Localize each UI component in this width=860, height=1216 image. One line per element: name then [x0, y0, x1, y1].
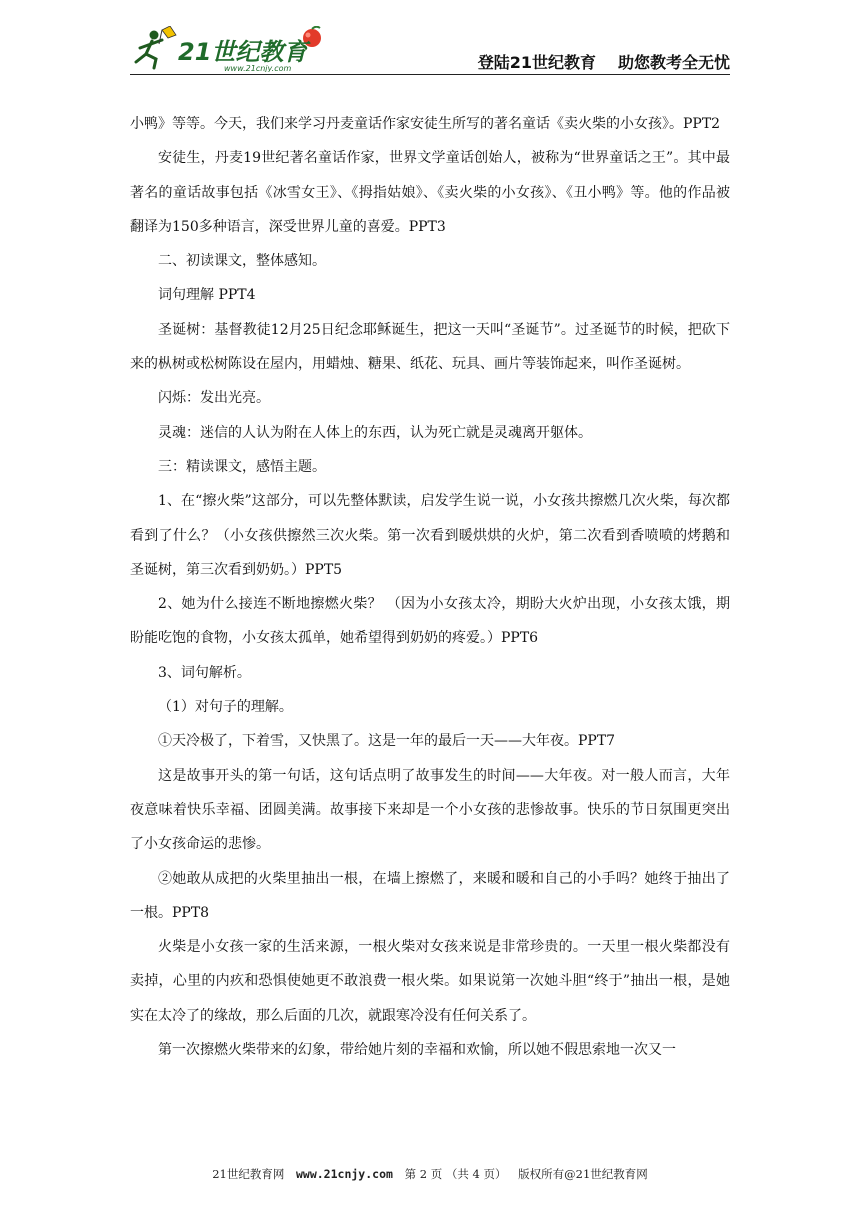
logo — [132, 26, 332, 72]
logo-url: www.21cnjy.com — [224, 64, 292, 72]
paragraph: （1）对句子的理解。 — [158, 699, 293, 716]
paragraph: 火柴是小女孩一家的生活来源，一根火柴对女孩来说是非常珍贵的。一天里一根火柴都没有卖掉，心里的内疚和恐惧使她更不敢浪费一根火柴。如果说第一次她斗胆“终于”抽出一根，是她实在太冷了的缘故，那么后面的几次，就跟寒冷没有任何关系了。 — [130, 939, 730, 1024]
header-title-left: 登陆21世纪教育 — [477, 53, 596, 72]
section-heading: 二、初读课文，整体感知。 — [158, 253, 326, 270]
paragraph: 词句理解 PPT4 — [158, 287, 256, 304]
paragraph: 圣诞树：基督教徒12月25日纪念耶稣诞生，把这一天叫“圣诞节”。过圣诞节的时候，把砍下来的枞树或松树陈设在屋内，用蜡烛、糖果、纸花、玩具、画片等装饰起来，叫作圣诞树。 — [130, 321, 730, 373]
paragraph: 3、词句解析。 — [158, 664, 251, 681]
section-heading: 三：精读课文，感悟主题。 — [158, 458, 326, 475]
footer-site-url[interactable]: www.21cnjy.com — [295, 1167, 393, 1181]
paragraph: 这是故事开头的第一句话，这句话点明了故事发生的时间——大年夜。对一般人而言，大年夜意味着快乐幸福、团圆美满。故事接下来却是一个小女孩的悲惨故事。快乐的节日氛围更突出了小女孩命运的悲惨。 — [130, 767, 730, 853]
paragraph: ②她敢从成把的火柴里抽出一根，在墙上擦燃了，来暖和暖和自己的小手吗？她终于抽出了一根。PPT8 — [130, 870, 730, 921]
footer-page-info: 第 2 页 （共 4 页） — [404, 1167, 507, 1181]
footer-copyright: 版权所有@21世纪教育网 — [518, 1167, 648, 1181]
paragraph: ①天冷极了，下着雪，又快黑了。这是一年的最后一天——大年夜。PPT7 — [158, 733, 616, 750]
paragraph: 灵魂：迷信的人认为附在人体上的东西，认为死亡就是灵魂离开躯体。 — [158, 424, 592, 441]
header-title-right: 助您教考全无忧 — [617, 53, 730, 72]
page-header — [130, 22, 730, 78]
paragraph: 闪烁：发出光亮。 — [158, 390, 270, 407]
header-slogan — [478, 50, 730, 73]
footer-site-name: 21世纪教育网 — [212, 1167, 285, 1181]
document-body — [130, 107, 730, 1067]
paragraph: 第一次擦燃火柴带来的幻象，带给她片刻的幸福和欢愉，所以她不假思索地一次又一 — [158, 1042, 676, 1059]
page-footer — [0, 1166, 860, 1182]
header-divider — [130, 74, 730, 75]
logo-text: 21世纪教育 — [178, 38, 308, 66]
paragraph: 安徒生，丹麦19世纪著名童话作家，世界文学童话创始人，被称为“世界童话之王”。其中最著名的童话故事包括《冰雪女王》、《拇指姑娘》、《卖火柴的小女孩》、《丑小鸭》等。他的作品被翻译为150多种语言，深受世界儿童的喜爱。PPT3 — [130, 150, 730, 235]
paragraph: 2、她为什么接连不断地擦燃火柴？ （因为小女孩太冷，期盼大火炉出现，小女孩太饿，期盼能吃饱的食物，小女孩太孤单，她希望得到奶奶的疼爱。）PPT6 — [130, 596, 730, 647]
paragraph: 小鸭》等等。今天，我们来学习丹麦童话作家安徒生所写的著名童话《卖火柴的小女孩》。PPT2 — [130, 116, 721, 132]
runner-icon — [136, 31, 162, 69]
paragraph: 1、在“擦火柴”这部分，可以先整体默读，启发学生说一说，小女孩共擦燃几次火柴，每次都看到了什么？（小女孩供擦然三次火柴。第一次看到暖烘烘的火炉，第二次看到香喷喷的烤鹅和圣诞树，第三次看到奶奶。）PPT5 — [130, 493, 730, 578]
